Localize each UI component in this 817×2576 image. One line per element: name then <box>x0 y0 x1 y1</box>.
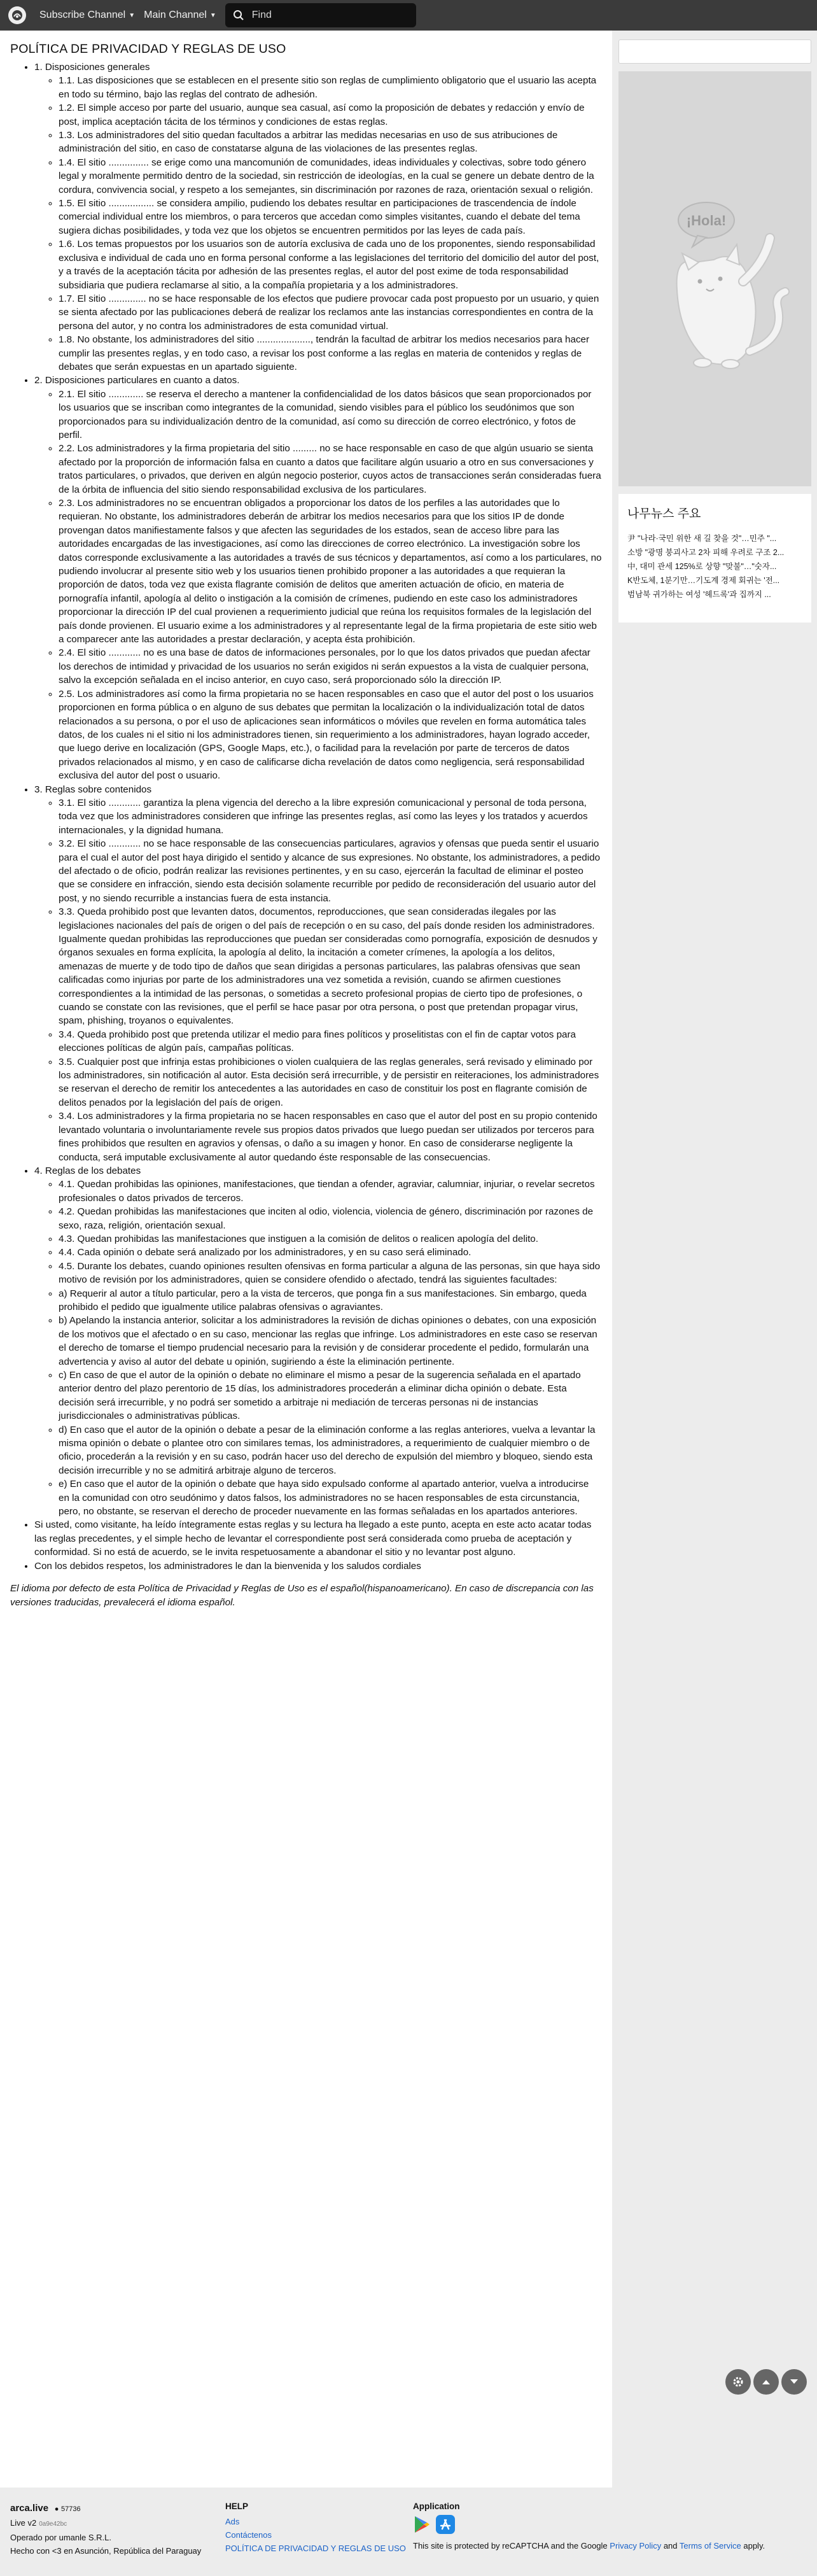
policy-item: ◦ 2.1. El sitio ............. se reserva el derecho a mantener la confidencialidad de los datos básicos que sean proporcionados por los usuarios que se inscriban como integrantes de la comunidad, siendo visibles para el público los seudónimos que son proporcionados para su individualización dentro de la comunidad, así como su dirección de correo electrónico, y fotos de perfil. <box>59 388 602 442</box>
section-heading: 4. Reglas de los debates <box>34 1165 141 1176</box>
policy-item: ◦ 1.3. Los administradores del sitio quedan facultados a arbitrar las medidas necesarias en uso de sus atribuciones de administración del sitio, en caso de constatarse alguna de las violaciones de las presentes reglas. <box>59 129 602 156</box>
policy-item: ◦ 4.3. Quedan prohibidas las manifestaciones que instiguen a la comisión de delitos o realicen apología del delito. <box>59 1232 602 1246</box>
closing-note: • Si usted, como visitante, ha leído íntegramente estas reglas y su lectura ha llegado a este punto, acepta en este acto acatar todas las reglas precedentes, y el simple hecho de levantar el correspondiente post será considerada como prueba de aceptación y conformidad. Si no está de acuerdo, se le invita respetuosamente a abandonar el sitio y no levantar post alguno. <box>34 1518 602 1559</box>
google-privacy-link[interactable]: Privacy Policy <box>610 2541 662 2551</box>
google-play-icon[interactable] <box>413 2515 431 2534</box>
policy-item: ◦ 3.4. Queda prohibido post que pretenda utilizar el medio para fines políticos y proselitistas con el fin de captar votos para elecciones políticas de algún país, campañas políticas. <box>59 1028 602 1055</box>
policy-item: ◦ 4.2. Quedan prohibidas las manifestaciones que inciten al odio, violencia, violencia de género, discriminación por razones de sexo, raza, religión, orientación sexual. <box>59 1205 602 1232</box>
news-item[interactable]: 中, 대미 관세 125%로 상향 "맞불"…"숫자... <box>627 562 777 571</box>
news-widget-title: 나무뉴스 주요 <box>627 507 701 521</box>
section-items <box>34 796 602 1164</box>
policy-item: ◦ 1.4. El sitio ............... se erige como una mancomunión de comunidades, ideas individuales y colectivas, sobre todo género legal y moralmente permitido dentro de la sociedad, sin restricción de ideologías, en la cual se genere un debate dentro de la cordura, convivencia social, y respeto a los semejantes, sin discriminación por razones de raza, orientación sexual o religión. <box>59 156 602 197</box>
arrow-up-icon <box>761 2378 771 2386</box>
footer-brand[interactable]: arca.live <box>10 2503 49 2514</box>
policy-item: ◦ 1.2. El simple acceso por parte del usuario, aunque sea casual, así como la proposición de debates y redacción y envío de post, implica aceptación tácita de los términos y condiciones de estas reglas. <box>59 101 602 129</box>
section-items <box>34 74 602 374</box>
policy-section <box>34 1164 602 1519</box>
app-store-icon[interactable] <box>436 2515 455 2534</box>
page-title: POLÍTICA DE PRIVACIDAD Y REGLAS DE USO <box>10 42 286 56</box>
policy-item: ◦ 3.3. Queda prohibido post que levanten datos, documentos, reproducciones, que sean consideradas ilegales por las legislaciones nacionales del país de origen o del país de recepción o en su caso, del país donde residen los administradores. Igualmente quedan prohibidas las reproducciones que puedan ser consideradas como pornografía, exposición de desnudos y órganos sexuales en forma explícita, la apología al delito, la incitación a cometer crímenes, la apología a los delitos, amenazas de muerte y de todo tipo de daños que sean dirigidas a personas particulares, las palabras ofensivas que sean calificadas como injurias por parte de los administradores una vez sometida a revisión, cuando se afirmen cuestiones correspondientes a la intimidad de las personas, o sometidas a secreto profesional propias de cierto tipo de profesiones, o cuando se constate con las revisiones, que el perfil se hace pasar por otra persona, o post que pretendan propagar virus, spam, phishing, troyanos o equivalentes. <box>59 905 602 1028</box>
footer-link-contact[interactable]: Contáctenos <box>225 2530 272 2540</box>
sidebar-search-box[interactable] <box>618 39 811 64</box>
policy-item: ◦ 1.6. Los temas propuestos por los usuarios son de autoría exclusiva de cada uno de los proponentes, siendo responsabilidad exclusiva e individual de cada uno en forma personal conforme a las legislaciones del territorio del domicilio del autor del post, y a través de la aceptación tácita por adhesión de las presentes reglas, el autor del post exime de toda responsabilidad subsidiaria que pudiera reclamarse al sitio, a la compañía propietaria y a los administradores. <box>59 237 602 292</box>
news-item[interactable]: 범남북 귀가하는 여성 '헤드록'과 집까지 ... <box>627 590 771 599</box>
policy-sections <box>10 60 602 1518</box>
policy-item: ◦ 2.5. Los administradores así como la firma propietaria no se hacen responsables en caso que el autor del post o los usuarios proporcionen en forma pública o en alguno de sus debates que permitan la localización o la individualización total de datos relacionados a su persona, o por el uso de aplicaciones sean informáticos o móviles que revelen en forma automática tales datos, de los cuales ni el sitio ni los administradores tienen, sin requerimiento a los administradores, hayan logrado acceder, que luego derive en localización (GPS, Google Maps, etc.), o facilidad para la revelación por parte de terceros de datos privados relacionados al mismo, y en caso de calificarse dicha revelación de datos como negligencia, será responsabilidad exclusiva del autor del post o usuario. <box>59 687 602 783</box>
policy-item: ◦ b) Apelando la instancia anterior, solicitar a los administradores la revisión de dichas opiniones o debates, con una exposición de los motivos que el afectado o en su caso, mencionar las reglas que infringe. Los administradores en este caso se reservan el derecho de tomarse el tiempo prudencial necesario para la revisión y de considerar procedente el pedido, formularán una advertencia y aviso al autor del debate u opinión, sugiriendo a éste la eliminación pertinente. <box>59 1314 602 1369</box>
policy-item: ◦ 3.5. Cualquier post que infrinja estas prohibiciones o violen cualquiera de las reglas generales, será revisado y eliminado por los administradores, sin notificación al autor. Esta decisión será irrecurrible, y de persistir en reiteraciones, los administradores se reservan el derecho de remitir los antecedentes a las autoridades en caso de constituir los post en flagrante comisión de delitos penados por la legislación del país de origen. <box>59 1055 602 1110</box>
scroll-top-button[interactable] <box>753 2369 779 2395</box>
section-heading: 1. Disposiciones generales <box>34 62 150 73</box>
policy-item: ◦ a) Requerir al autor a título particular, pero a la vista de terceros, que ponga fin a sus manifestaciones. Sin embargo, queda prohibido el pedido que igualmente utilice palabras ofensivas o agraviantes. <box>59 1287 602 1314</box>
policy-item: ◦ 1.1. Las disposiciones que se establecen en el presente sitio son reglas de cumplimiento obligatorio que el usuario las acepta en todo su término, bajo las reglas del contrato de adhesión. <box>59 74 602 101</box>
scroll-bottom-button[interactable] <box>781 2369 807 2395</box>
policy-item: ◦ 3.1. El sitio ............ garantiza la plena vigencia del derecho a la libre expresión comunicacional y personal de toda persona, toda vez que los administradores consideren que infringe las presentes reglas, así como las leyes y los tratados y acuerdos internacionales, y la dignidad humana. <box>59 796 602 837</box>
footer-help-column <box>225 2502 406 2555</box>
policy-item: ◦ 1.8. No obstante, los administradores del sitio ...................., tendrán la facultad de arbitrar los medios necesarios para hacer cumplir las presentes reglas, y en todo caso, a revisar los post conforme a las reglas en materia de contenidos y reglas de debates que serán expuestas en un apartado siguiente. <box>59 333 602 374</box>
caret-down-icon: ▼ <box>209 11 216 19</box>
recaptcha-and: and <box>663 2541 678 2551</box>
main-channel-label: Main Channel <box>144 10 207 20</box>
promo-banner[interactable] <box>618 71 811 486</box>
footer-link-ads[interactable]: Ads <box>225 2517 240 2526</box>
policy-item: ◦ d) En caso que el autor de la opinión o debate a pesar de la eliminación conforme a las reglas anteriores, vuelva a levantar la misma opinión o debate o plantee otro con similares temas, los administradores, a requerimiento de cualquier miembro o de oficio, procederán a la revisión y en su caso, podrán hacer uso del derecho de expulsión del miembro y bloqueo, siendo esta decisión irrecurrible y no se admitirá arbitraje alguno de terceros. <box>59 1423 602 1478</box>
policy-item: ◦ 4.5. Durante los debates, cuando opiniones resulten ofensivas en forma particular a alguna de las personas, sin que haya sido motivo de revisión por los administradores, quien se considere ofendido o afectado, tendrá las siguientes facultades: <box>59 1260 602 1287</box>
news-widget <box>618 494 811 623</box>
promo-greeting: ¡Hola! <box>686 213 727 229</box>
operator-text: Operado por umanle S.R.L. <box>10 2533 111 2542</box>
main-content <box>0 31 612 2488</box>
search-input[interactable] <box>251 9 397 22</box>
footer-app-column <box>413 2502 765 2552</box>
policy-item: ◦ 4.4. Cada opinión o debate será analizado por los administradores, y en su caso será eliminado. <box>59 1246 602 1259</box>
policy-item: ◦ 1.5. El sitio ................. se considera ampilio, pudiendo los debates resultar en participaciones de trascendencia de índole comercial individual entre los miembros, o para terceros que accedan como simples visitantes, cuando el debate del tema sugiera dichas posibilidades, y toda vez que los objetos se encuentren permitidos por las leyes de cada país. <box>59 197 602 237</box>
footer-link-privacy-rules[interactable]: POLÍTICA DE PRIVACIDAD Y REGLAS DE USO <box>225 2544 406 2553</box>
section-heading: 2. Disposiciones particulares en cuanto a datos. <box>34 375 240 386</box>
google-terms-link[interactable]: Terms of Service <box>679 2541 741 2551</box>
mascot-illustration <box>618 71 811 486</box>
recaptcha-notice <box>413 2539 765 2552</box>
recaptcha-prefix: This site is protected by reCAPTCHA and the Google <box>413 2541 608 2551</box>
subscribe-channel-label: Subscribe Channel <box>39 10 126 20</box>
language-disclaimer: El idioma por defecto de esta Política de Privacidad y Reglas de Uso es el español(hispanoamericano). En caso de discrepancia con las versiones traducidas, prevalecerá el idioma español. <box>10 1583 594 1608</box>
section-items <box>34 388 602 783</box>
settings-icon <box>732 2375 744 2388</box>
search-icon[interactable] <box>233 10 244 21</box>
policy-item: ◦ 1.7. El sitio .............. no se hace responsable de los efectos que pudiere provocar cada post propuesto por un usuario, y quien se sienta afectado por las publicaciones deberá de realizar los reclamos ante las instancias correspondientes en contra de la persona del autor, y no contra los administradores de esta comunidad virtual. <box>59 292 602 333</box>
arrow-down-icon <box>789 2378 799 2386</box>
closing-notes <box>10 1518 602 1573</box>
policy-section <box>34 60 602 374</box>
closing-note: • Con los debidos respetos, los administradores le dan la bienvenida y los saludos cordiales <box>34 1559 602 1573</box>
section-heading: 3. Reglas sobre contenidos <box>34 784 152 795</box>
footer-brand-column <box>10 2502 201 2558</box>
section-items <box>34 1178 602 1518</box>
settings-button[interactable] <box>725 2369 751 2395</box>
top-navbar <box>0 0 817 31</box>
made-in-text: Hecho con <3 en Asunción, República del Paraguay <box>10 2546 202 2556</box>
caret-down-icon: ▼ <box>129 11 136 19</box>
subscribe-channel-menu[interactable] <box>39 10 135 21</box>
policy-item: ◦ 2.3. Los administradores no se encuentran obligados a proporcionar los datos de los perfiles a las autoridades que lo requieran. No obstante, los administradores deberán de arbitrar los medios necesarios para que los sitios IP de donde provengan datos manifiestamente falsos y que afecten las seguridades de los estados, sean de acceso libre para las autoridades encargadas de las investigaciones, así como las direcciones de correo electrónico. La investigación sobre los datos corresponde exclusivamente a las autoridades a través de sus técnicos y departamentos, así como a los particulares, no pudiendo involucrar al presente sitio web y los usuarios tienen prohibido proponer a las autoridades a que requieran la proporción de datos, toda vez que exista flagrante comisión de delitos que ameriten actuación de oficio, en materia de pornografía infantil, apología al delito o instigación a la comisión de crímenes, pudiendo en este caso los administradores proporcionar la dirección IP del cual provienen a requerimiento judicial que reúna los requisitos formales de la legislación del país donde provienen. El usuario exime a los administradores y al representante legal de la firma propietaria de este sitio web a comparecer ante las autoridades a prestar declaración, y acepta ésta prohibición. <box>59 496 602 646</box>
application-heading: Application <box>413 2502 460 2511</box>
right-sidebar <box>618 31 811 623</box>
online-count: 57736 <box>60 2505 81 2513</box>
logo-icon[interactable] <box>8 6 26 24</box>
news-item[interactable]: K반도체, 1분기만…기도계 경제 회귀는 '전... <box>627 576 780 585</box>
policy-item: ◦ 2.4. El sitio ............ no es una base de datos de informaciones personales, por lo que los datos privados que puedan afectar los derechos de intimidad y privacidad de los usuarios no serán exigidos ni serán expuestos a la vista de cualquier persona, salvo la excepción señalada en el inciso anterior, en cuyo caso, será proporcionado sólo la dirección IP. <box>59 646 602 687</box>
version-label: Live v2 <box>10 2518 37 2528</box>
policy-item: ◦ 4.1. Quedan prohibidas las opiniones, manifestaciones, que tiendan a ofender, agraviar, calumniar, injuriar, o revelar secretos profesionales o datos privados de terceros. <box>59 1178 602 1205</box>
news-item[interactable]: 소방 "광명 붕괴사고 2차 피해 우려로 구조 2... <box>627 548 785 557</box>
search-box <box>225 3 416 27</box>
version-hash: 0a9e42bc <box>39 2521 67 2528</box>
recaptcha-apply: apply. <box>743 2541 765 2551</box>
policy-item: ◦ 3.2. El sitio ............ no se hace responsable de las consecuencias particulares, agravios y ofensas que pueda sentir el usuario para el cual el autor del post haya dirigido el sentido y alcance de sus expresiones. No obstante, los administradores, a pedido del afectado o de oficio, podrán realizar las revisiones pertinentes, y en su caso, ejercerán la facultad de eliminar el posteo que se considere en infracción, siendo esta decisión solamente recurrible por pedido de reconsideración del usuario autor del post, y no siendo recurrible a instancias fuera de esta instancia. <box>59 837 602 905</box>
user-icon: ● <box>54 2505 59 2513</box>
policy-section <box>34 783 602 1164</box>
policy-item: ◦ c) En caso de que el autor de la opinión o debate no eliminare el mismo a pesar de la sugerencia señalada en el apartado anterior dentro del plazo perentorio de 15 días, los administradores procederán a eliminar dicha opinión o debate. Esta decisión será irrecurrible, y no podrá ser sometido a arbitraje ni mediación de terceras personas ni de instancias jurisdiccionales o administrativas públicas. <box>59 1369 602 1423</box>
policy-item: ◦ 2.2. Los administradores y la firma propietaria del sitio ......... no se hace responsable en caso de que algún usuario se sienta afectado por la proporción de información falsa en cuanto a datos que facilitare algún usuario a otro en sus conversaciones y tratos particulares, o privados, que deriven en algún negocio posterior, cuyos actos de transacciones serán consideradas fuera de la órbita de influencia del sitio siendo responsabilidad exclusiva de los particulares. <box>59 442 602 496</box>
main-channel-menu[interactable] <box>144 10 216 21</box>
policy-item: ◦ e) En caso que el autor de la opinión o debate que haya sido expulsado conforme al apartado anterior, vuelva a introducirse en la comunidad con otro seudónimo y datos falsos, los administradores no se hacen responsables de esta circunstancia, pero, no obstante, se reservan el derecho de proceder nuevamente en las formas señaladas en los apartados anteriores. <box>59 1477 602 1518</box>
policy-item: ◦ 3.4. Los administradores y la firma propietaria no se hacen responsables en caso que el autor del post en su propio contenido levantado voluntaria o involuntariamente revele sus propios datos privados que luego puedan ser utilizados por terceros para fines prohibidos que resulten en agravios y ofensas, o daño a su imagen y honor. En caso de considerarse negligente la conducta, será imputable exclusivamente al autor quedando éste responsable de las consecuencias. <box>59 1109 602 1164</box>
policy-section <box>34 374 602 782</box>
footer <box>0 2488 817 2576</box>
help-heading: HELP <box>225 2502 249 2511</box>
news-item[interactable]: 尹 "나라·국민 위한 새 길 찾을 것"…민주 "... <box>627 534 777 543</box>
news-list <box>627 531 802 602</box>
